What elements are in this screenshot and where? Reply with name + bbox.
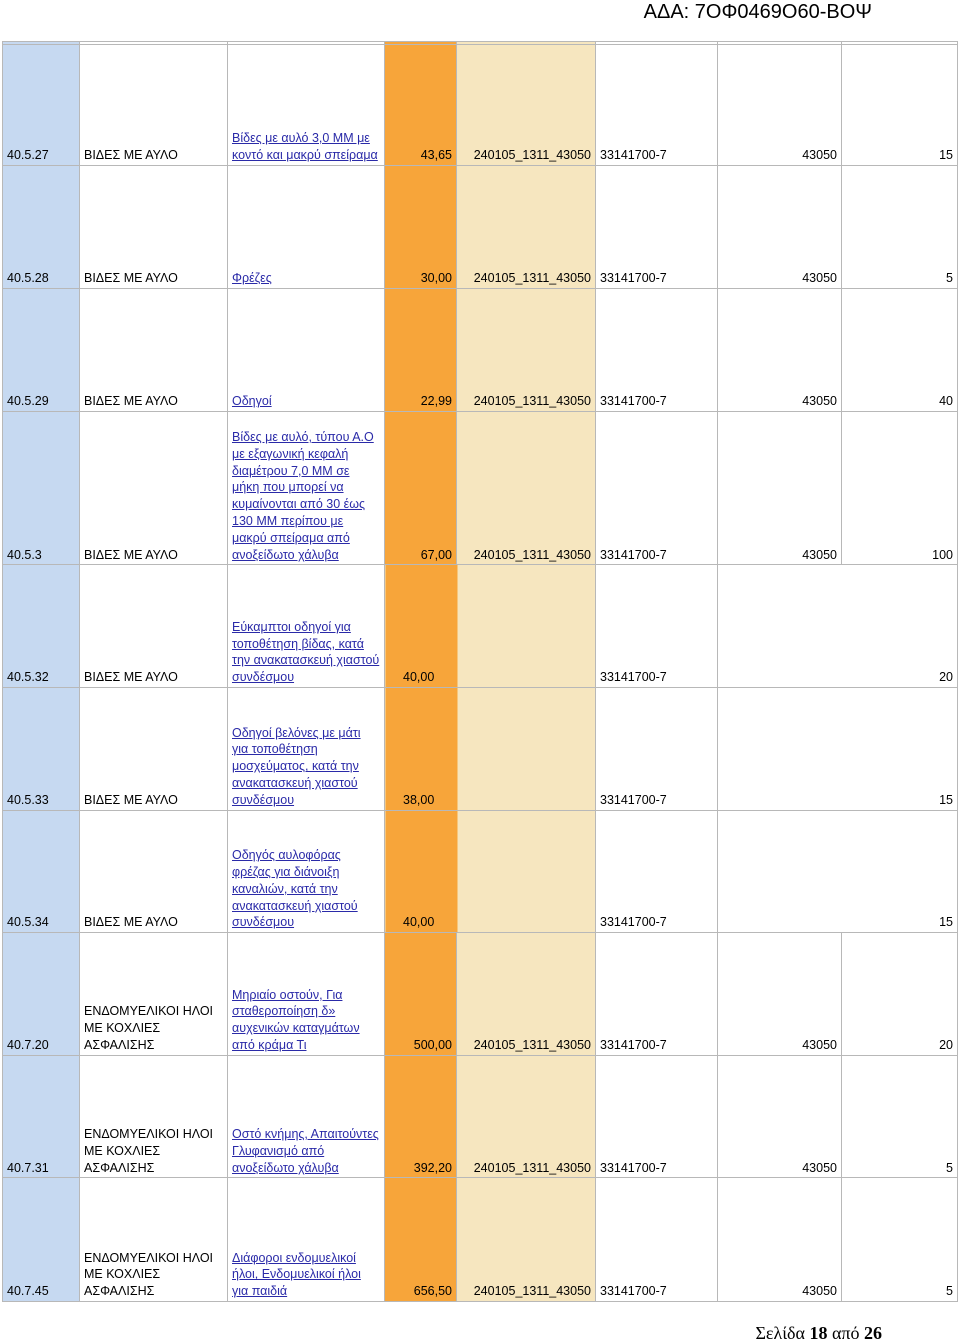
item-cpv: 33141700-7	[596, 411, 718, 565]
item-cpv: 33141700-7	[596, 933, 718, 1056]
item-ref: 240105_1311_43050	[457, 411, 596, 565]
item-code: 40.5.28	[3, 165, 80, 289]
item-quantity: 15	[718, 810, 958, 933]
item-quantity: 100	[842, 411, 958, 565]
item-cpv: 33141700-7	[596, 810, 718, 933]
item-description-link[interactable]: Οδηγοί βελόνες με μάτι για τοποθέτηση μοσχεύματος, κατά την ανακατασκευή χιαστού συνδέσμου	[228, 688, 385, 811]
item-quantity: 15	[842, 45, 958, 166]
item-code: 40.5.33	[3, 688, 80, 811]
item-cpv: 33141700-7	[596, 1178, 718, 1302]
item-gmdn: 43050	[718, 411, 842, 565]
item-price: 656,50	[385, 1178, 457, 1302]
item-price: 22,99	[385, 289, 457, 412]
table-row	[3, 1055, 958, 1178]
item-ref: 240105_1311_43050	[457, 933, 596, 1056]
item-price: 30,00	[385, 165, 457, 289]
item-ref: 240105_1311_43050	[457, 1055, 596, 1178]
item-quantity: 20	[842, 933, 958, 1056]
ada-code: ΑΔΑ: 7ΟΦ0469Ο60-ΒΟΨ	[643, 1, 872, 23]
price-table	[2, 41, 958, 1302]
table-row	[3, 165, 958, 289]
item-quantity: 40	[842, 289, 958, 412]
item-category: ΒΙΔΕΣ ΜΕ ΑΥΛΟ	[80, 165, 228, 289]
item-price: 40,00	[385, 810, 596, 933]
table-row	[3, 1178, 958, 1302]
item-category: ΒΙΔΕΣ ΜΕ ΑΥΛΟ	[80, 810, 228, 933]
item-description-link[interactable]: Οδηγοί	[228, 289, 385, 412]
item-price: 67,00	[385, 411, 457, 565]
table-row	[3, 810, 958, 933]
item-code: 40.5.34	[3, 810, 80, 933]
item-price: 38,00	[385, 688, 596, 811]
item-category: ΕΝΔΟΜΥΕΛΙΚΟΙ ΗΛΟΙ ΜΕ ΚΟΧΛΙΕΣ ΑΣΦΑΛΙΣΗΣ	[80, 933, 228, 1056]
item-description-link[interactable]: Φρέζες	[228, 165, 385, 289]
item-code: 40.5.29	[3, 289, 80, 412]
item-code: 40.7.31	[3, 1055, 80, 1178]
item-category: ΒΙΔΕΣ ΜΕ ΑΥΛΟ	[80, 688, 228, 811]
item-cpv: 33141700-7	[596, 688, 718, 811]
table-row	[3, 933, 958, 1056]
page-number	[755, 1322, 882, 1344]
item-category: ΒΙΔΕΣ ΜΕ ΑΥΛΟ	[80, 411, 228, 565]
table-row	[3, 688, 958, 811]
page-prefix: Σελίδα	[755, 1323, 805, 1343]
item-price: 43,65	[385, 45, 457, 166]
table-row	[3, 565, 958, 688]
item-quantity: 5	[842, 1178, 958, 1302]
item-category: ΕΝΔΟΜΥΕΛΙΚΟΙ ΗΛΟΙ ΜΕ ΚΟΧΛΙΕΣ ΑΣΦΑΛΙΣΗΣ	[80, 1055, 228, 1178]
current-page: 18	[809, 1323, 828, 1343]
item-quantity: 15	[718, 688, 958, 811]
item-ref: 240105_1311_43050	[457, 1178, 596, 1302]
item-description-link[interactable]: Μηριαίο οστούν, Για σταθεροποίηση δ» αυχενικών καταγμάτων από κράμα Τι	[228, 933, 385, 1056]
item-cpv: 33141700-7	[596, 289, 718, 412]
item-category: ΒΙΔΕΣ ΜΕ ΑΥΛΟ	[80, 45, 228, 166]
table-row	[3, 411, 958, 565]
item-description-link[interactable]: Οδηγός αυλοφόρας φρέζας για διάνοιξη καναλιών, κατά την ανακατασκευή χιαστού συνδέσμου	[228, 810, 385, 933]
item-quantity: 5	[842, 165, 958, 289]
item-cpv: 33141700-7	[596, 165, 718, 289]
total-pages: 26	[864, 1323, 882, 1343]
item-price: 40,00	[385, 565, 596, 688]
item-ref: 240105_1311_43050	[457, 165, 596, 289]
item-description-link[interactable]: Οστό κνήμης, Απαιτούντες Γλυφανισμό από ανοξείδωτο χάλυβα	[228, 1055, 385, 1178]
item-gmdn: 43050	[718, 933, 842, 1056]
item-ref: 240105_1311_43050	[457, 45, 596, 166]
item-gmdn: 43050	[718, 1178, 842, 1302]
item-cpv: 33141700-7	[596, 1055, 718, 1178]
item-code: 40.5.3	[3, 411, 80, 565]
item-ref: 240105_1311_43050	[457, 289, 596, 412]
item-price: 500,00	[385, 933, 457, 1056]
item-cpv: 33141700-7	[596, 45, 718, 166]
item-code: 40.5.27	[3, 45, 80, 166]
item-description-link[interactable]: Εύκαμπτοι οδηγοί για τοποθέτηση βίδας, κατά την ανακατασκευή χιαστού συνδέσμου	[228, 565, 385, 688]
item-quantity: 20	[718, 565, 958, 688]
item-description-link[interactable]: Βίδες με αυλό 3,0 ΜΜ με κοντό και μακρύ σπείραμα	[228, 45, 385, 166]
item-cpv: 33141700-7	[596, 565, 718, 688]
item-code: 40.7.20	[3, 933, 80, 1056]
item-gmdn: 43050	[718, 165, 842, 289]
item-code: 40.7.45	[3, 1178, 80, 1302]
item-description-link[interactable]: Διάφοροι ενδομυελικοί ήλοι, Ενδομυελικοί ήλοι για παιδιά	[228, 1178, 385, 1302]
item-category: ΒΙΔΕΣ ΜΕ ΑΥΛΟ	[80, 289, 228, 412]
page-middle: από	[831, 1323, 860, 1343]
item-code: 40.5.32	[3, 565, 80, 688]
item-description-link[interactable]: Βίδες με αυλό, τύπου Α.Ο με εξαγωνική κεφαλή διαμέτρου 7,0 ΜΜ σε μήκη που μπορεί να κυμαίνονται από 30 έως 130 ΜΜ περίπου με μακρύ σπείραμα από ανοξείδωτο χάλυβα	[228, 411, 385, 565]
item-category: ΕΝΔΟΜΥΕΛΙΚΟΙ ΗΛΟΙ ΜΕ ΚΟΧΛΙΕΣ ΑΣΦΑΛΙΣΗΣ	[80, 1178, 228, 1302]
item-gmdn: 43050	[718, 1055, 842, 1178]
table-row	[3, 289, 958, 412]
item-gmdn: 43050	[718, 45, 842, 166]
table-row	[3, 45, 958, 166]
item-category: ΒΙΔΕΣ ΜΕ ΑΥΛΟ	[80, 565, 228, 688]
item-price: 392,20	[385, 1055, 457, 1178]
item-quantity: 5	[842, 1055, 958, 1178]
item-gmdn: 43050	[718, 289, 842, 412]
